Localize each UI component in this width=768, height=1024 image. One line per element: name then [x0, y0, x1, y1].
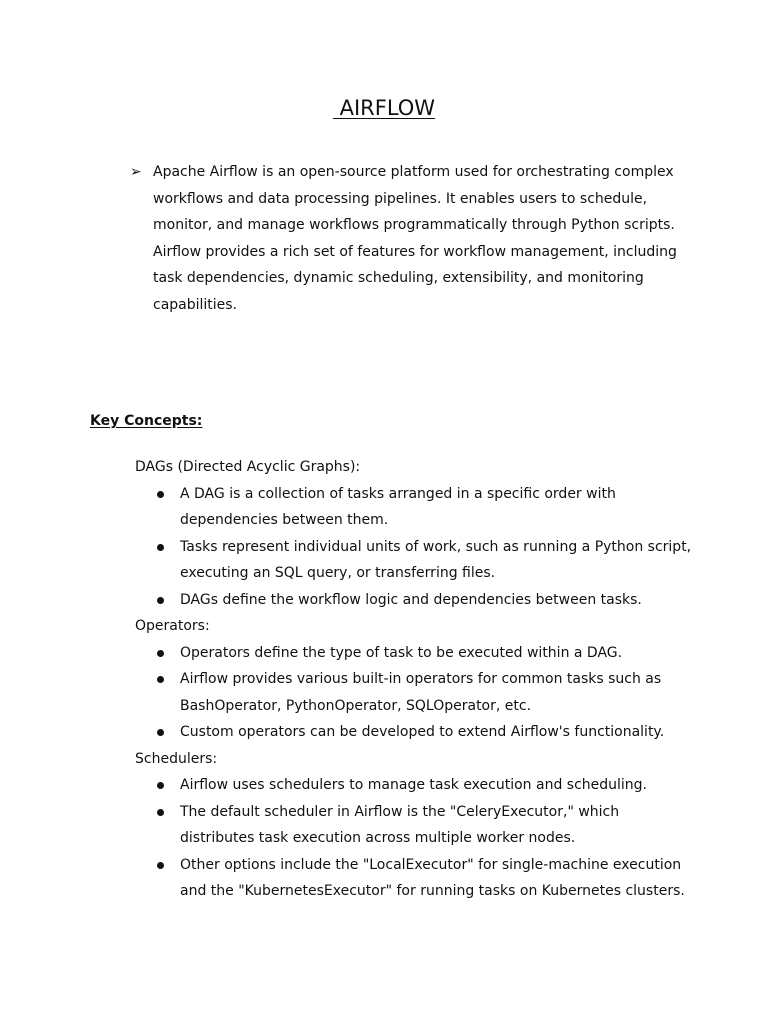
list-item [135, 772, 695, 799]
list-item [135, 481, 695, 534]
bullet-dot-icon [157, 597, 164, 604]
section-schedulers [135, 746, 695, 905]
list-item-text: Tasks represent individual units of work, such as running a Python script, executing an SQL query, or transferring files. [180, 538, 692, 581]
bullet-list [135, 481, 695, 614]
list-item-text: Other options include the "LocalExecutor" for single-machine execution and the "KubernetesExecutor" for running tasks on Kubernetes clusters. [180, 856, 685, 899]
list-item [135, 719, 695, 746]
intro-paragraph: Apache Airflow is an open-source platform used for orchestrating complex workflows and data processing pipelines. It enables users to schedule, monitor, and manage workflows programmatically through Python scripts. Airflow provides a rich set of features for workflow management, including task dependencies, dynamic scheduling, extensibility, and monitoring capabilities. [153, 164, 677, 313]
section-dags [135, 454, 695, 613]
section-operators [135, 613, 695, 746]
list-item-text: A DAG is a collection of tasks arranged in a specific order with dependencies between them. [180, 485, 616, 528]
list-item-text: Custom operators can be developed to extend Airflow's functionality. [180, 724, 665, 740]
section-label: Schedulers: [135, 750, 218, 767]
arrow-bullet-icon: ➢ [130, 164, 142, 180]
document-title: AIRFLOW [332, 96, 436, 120]
bullet-dot-icon [157, 862, 164, 869]
list-item [135, 534, 695, 587]
list-item-text: Operators define the type of task to be executed within a DAG. [180, 644, 623, 661]
bullet-list [135, 640, 695, 746]
list-item [135, 852, 695, 905]
intro-block [130, 159, 690, 318]
bullet-dot-icon [157, 809, 164, 816]
list-item-text: DAGs define the workflow logic and dependencies between tasks. [180, 591, 642, 608]
bullet-dot-icon [157, 729, 164, 736]
bullet-dot-icon [157, 782, 164, 789]
section-label: Operators: [135, 618, 210, 634]
section-label: DAGs (Directed Acyclic Graphs): [135, 459, 361, 475]
bullet-dot-icon [157, 676, 164, 683]
list-item-text: Airflow provides various built-in operators for common tasks such as BashOperator, PythonOperator, SQLOperator, etc. [180, 671, 662, 714]
list-item [135, 587, 695, 614]
bullet-dot-icon [157, 650, 164, 657]
list-item-text: The default scheduler in Airflow is the "CeleryExecutor," which distributes task execution across multiple worker nodes. [180, 803, 620, 846]
key-concepts-heading: Key Concepts: [90, 413, 203, 429]
list-item [135, 799, 695, 852]
list-item [135, 666, 695, 719]
concept-sections [135, 454, 695, 905]
bullet-dot-icon [157, 491, 164, 498]
bullet-list [135, 772, 695, 905]
list-item [135, 640, 695, 667]
bullet-dot-icon [157, 544, 164, 551]
list-item-text: Airflow uses schedulers to manage task execution and scheduling. [180, 777, 648, 793]
